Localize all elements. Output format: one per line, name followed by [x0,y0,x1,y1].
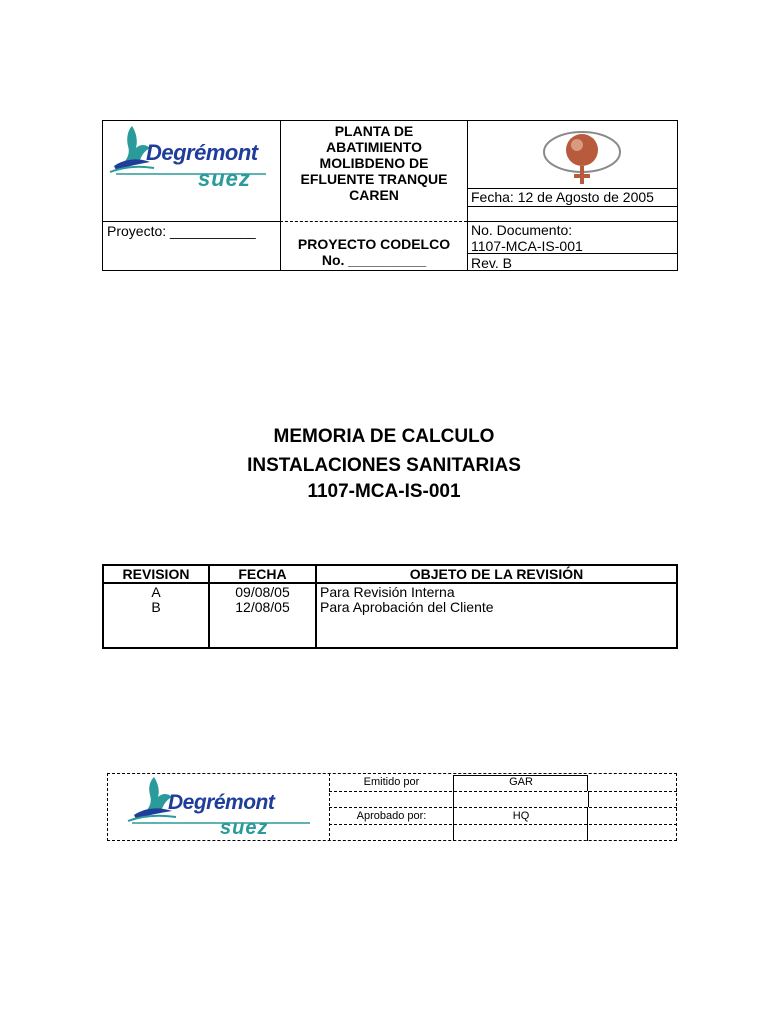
logo-sub: suez [220,817,269,839]
aprobado-label: Aprobado por: [356,810,427,822]
logo-text: Degrémont [146,140,258,165]
revision-label: Rev. B [471,255,512,271]
col-header-revision: REVISION [122,566,190,582]
degremont-logo [106,122,278,218]
cell-fecha: 12/08/05 [235,599,290,615]
document-title: MEMORIA DE CALCULO INSTALACIONES SANITARIAS 1107-MCA-IS-001 [247,426,521,502]
col-header-objeto: OBJETO DE LA REVISIÓN [409,566,584,582]
logo-sub: suez [198,166,251,191]
col-header-fecha: FECHA [238,566,287,582]
aprobado-value: HQ [512,810,530,822]
emitido-value: GAR [509,776,533,788]
fecha-label: Fecha: 12 de Agosto de 2005 [471,189,654,205]
emblem-icon [542,124,622,188]
cell-objeto: Para Revisión Interna [320,584,455,600]
cell-fecha: 09/08/05 [235,584,290,600]
plant-title: PLANTA DE ABATIMIENTO MOLIBDENO DE EFLUENTE TRANQUE CAREN [300,123,448,203]
codelco-label: PROYECTO CODELCO No. __________ [297,236,451,268]
cell-rev: B [151,599,161,615]
degremont-logo-footer [124,775,320,839]
logo-text: Degrémont [168,791,275,814]
doc-number: No. Documento: 1107-MCA-IS-001 [471,222,583,254]
proyecto-label: Proyecto: ___________ [107,223,256,239]
cell-rev: A [151,584,161,600]
cell-objeto: Para Aprobación del Cliente [320,599,494,615]
emitido-label: Emitido por [363,776,420,788]
dove-icon [106,122,278,218]
